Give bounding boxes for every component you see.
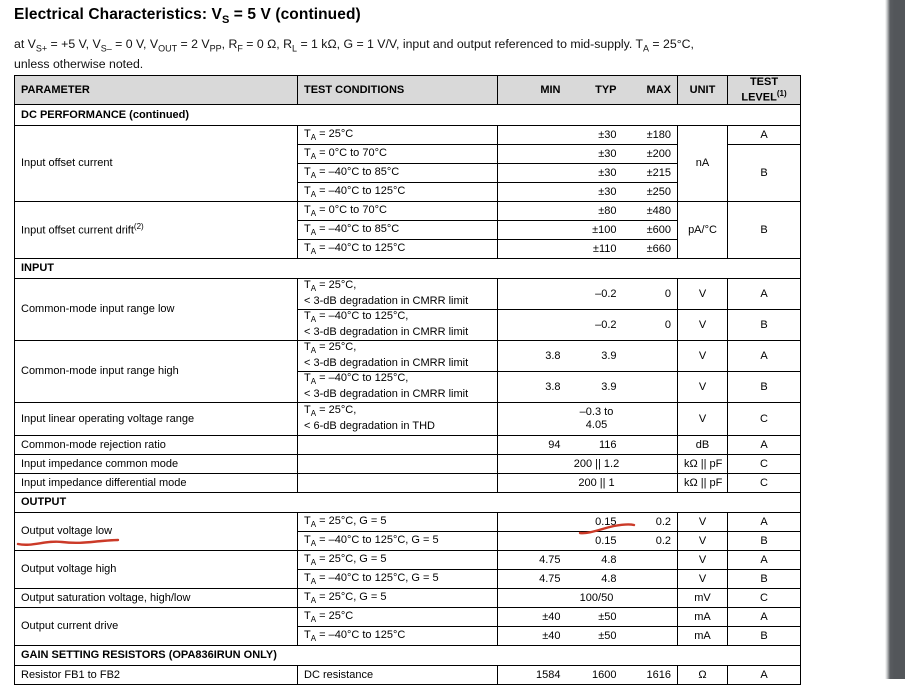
level-cell: B [728, 309, 801, 340]
cell-line: < 3-dB degradation in CMRR limit [304, 388, 469, 401]
cond-cell [298, 435, 498, 454]
max-cell [623, 435, 678, 454]
cond-cell: $T_A = 25^\circ C$, G = 5 [298, 588, 498, 607]
max-cell: ±200 [623, 144, 678, 163]
cell-line: < 3-dB degradation in CMRR limit [304, 326, 469, 339]
section-row [15, 104, 801, 125]
table-row [15, 588, 801, 607]
section-row [15, 258, 801, 278]
max-cell [623, 569, 678, 588]
cond-cell [298, 402, 498, 435]
cond-cell [298, 371, 498, 402]
unit-cell: kΩ || pF [678, 454, 728, 473]
level-cell: B [728, 371, 801, 402]
min-cell [498, 402, 567, 435]
max-cell [623, 607, 678, 626]
min-cell [498, 531, 567, 550]
level-cell: A [728, 435, 801, 454]
cond-cell: $T_A = 0^\circ C$ to 70°C [298, 144, 498, 163]
max-cell: 0.2 [623, 512, 678, 531]
column-header-level: TEST LEVEL$^{(1)}$ [728, 76, 801, 105]
param-cell: Input impedance common mode [15, 454, 298, 473]
min-cell [498, 454, 567, 473]
table-row [15, 435, 801, 454]
unit-cell: V [678, 512, 728, 531]
column-header-unit: UNIT [678, 76, 728, 105]
param-cell: Common-mode input range low [15, 278, 298, 340]
max-cell: 0 [623, 278, 678, 309]
unit-cell: pA/°C [678, 201, 728, 258]
param-cell: Input offset current [15, 125, 298, 201]
conditions-line: at $V_{S+} = +5$ V, $V_{S-} = 0$ V, $V_{OUT} = 2$ $V_{PP}$, $R_F = 0$ Ω, $R_L = 1$ kΩ, G = 1 V/V, input and output referenced to mid-supply. $T_A = 25^\circ C$, [14, 37, 694, 54]
cond-cell [298, 340, 498, 371]
cond-cell: $T_A = -40^\circ C$ to 85°C [298, 163, 498, 182]
typ-cell: ±30 [567, 163, 623, 182]
max-cell: ±180 [623, 125, 678, 144]
level-cell: B [728, 201, 801, 258]
typ-cell: 200 || 1 [567, 473, 623, 492]
typ-cell: ±50 [567, 626, 623, 645]
max-cell [623, 473, 678, 492]
table-row [15, 512, 801, 531]
level-cell: A [728, 278, 801, 309]
typ-cell: ±110 [567, 239, 623, 258]
unit-cell: dB [678, 435, 728, 454]
level-cell: C [728, 402, 801, 435]
param-cell: Output current drive [15, 607, 298, 645]
page-title: Electrical Characteristics: $V_S = 5$ V (continued) [14, 6, 361, 27]
param-cell: Common-mode input range high [15, 340, 298, 402]
cond-cell: $T_A = -40^\circ C$ to 125°C [298, 182, 498, 201]
unit-cell: V [678, 531, 728, 550]
cell-line: < 3-dB degradation in CMRR limit [304, 357, 469, 370]
max-cell [623, 550, 678, 569]
viewer-edge-strip [885, 0, 905, 679]
max-cell: ±660 [623, 239, 678, 258]
min-cell [498, 144, 567, 163]
max-cell: ±600 [623, 220, 678, 239]
level-cell: B [728, 531, 801, 550]
min-cell: ±40 [498, 607, 567, 626]
min-cell [498, 125, 567, 144]
cell-line: $T_A = 25^\circ C$, [304, 279, 357, 294]
typ-cell: 116 [567, 435, 623, 454]
column-header-cond: TEST CONDITIONS [298, 76, 498, 105]
level-cell: C [728, 454, 801, 473]
min-cell: 4.75 [498, 550, 567, 569]
unit-cell: V [678, 340, 728, 371]
column-header-typ: TYP [567, 76, 623, 105]
level-cell: B [728, 626, 801, 645]
min-cell [498, 220, 567, 239]
table-row [15, 473, 801, 492]
param-cell: Output voltage high [15, 550, 298, 588]
level-cell: B [728, 144, 801, 201]
table-body [15, 104, 801, 684]
min-cell: 94 [498, 435, 567, 454]
cond-cell: $T_A = 0^\circ C$ to 70°C [298, 201, 498, 220]
cond-cell [298, 278, 498, 309]
typ-cell: –0.2 [567, 309, 623, 340]
table-row [15, 125, 801, 144]
max-cell: ±215 [623, 163, 678, 182]
level-cell: B [728, 569, 801, 588]
cond-cell: $T_A = 25^\circ C$, G = 5 [298, 550, 498, 569]
cell-line: < 3-dB degradation in CMRR limit [304, 295, 469, 308]
header-row [15, 76, 801, 105]
cond-cell [298, 454, 498, 473]
cell-line: $T_A = -40^\circ C$ to 125°C, [304, 372, 409, 387]
typ-cell: 3.9 [567, 371, 623, 402]
min-cell [498, 239, 567, 258]
param-cell: Input impedance differential mode [15, 473, 298, 492]
max-cell [623, 402, 678, 435]
max-cell: 1616 [623, 665, 678, 684]
cond-cell: $T_A = 25^\circ C$ [298, 125, 498, 144]
unit-cell: mV [678, 588, 728, 607]
table-row [15, 402, 801, 435]
cell-line: $T_A = -40^\circ C$ to 125°C, [304, 310, 409, 325]
typ-cell: ±30 [567, 125, 623, 144]
max-cell [623, 371, 678, 402]
min-cell: 4.75 [498, 569, 567, 588]
min-cell [498, 512, 567, 531]
table-row [15, 454, 801, 473]
table-row [15, 665, 801, 684]
cond-cell: $T_A = -40^\circ C$ to 125°C [298, 626, 498, 645]
column-header-max: MAX [623, 76, 678, 105]
unit-cell: Ω [678, 665, 728, 684]
max-cell [623, 340, 678, 371]
unit-cell: V [678, 371, 728, 402]
level-cell: C [728, 588, 801, 607]
cond-cell: $T_A = -40^\circ C$ to 85°C [298, 220, 498, 239]
min-cell [498, 163, 567, 182]
section-row [15, 645, 801, 665]
table-row [15, 278, 801, 309]
typ-cell: ±30 [567, 144, 623, 163]
section-label: DC PERFORMANCE (continued) [15, 104, 801, 125]
typ-cell: 3.9 [567, 340, 623, 371]
typ-cell: 200 || 1.2 [567, 454, 623, 473]
level-cell: A [728, 125, 801, 144]
level-cell: A [728, 340, 801, 371]
typ-cell [567, 402, 623, 435]
cond-cell [298, 309, 498, 340]
unit-cell: V [678, 569, 728, 588]
param-cell: Common-mode rejection ratio [15, 435, 298, 454]
column-header-min: MIN [498, 76, 567, 105]
section-label: INPUT [15, 258, 801, 278]
max-cell [623, 626, 678, 645]
cell-line: $T_A = 25^\circ C$, [304, 404, 357, 419]
typ-cell: –0.2 [567, 278, 623, 309]
param-cell: Input offset current drift$^{(2)}$ [15, 201, 298, 258]
min-cell [498, 473, 567, 492]
cond-cell: $T_A = -40^\circ C$ to 125°C, G = 5 [298, 569, 498, 588]
cell-line: $T_A = 25^\circ C$, [304, 341, 357, 356]
level-cell: A [728, 665, 801, 684]
column-header-param: PARAMETER [15, 76, 298, 105]
typ-cell: 1600 [567, 665, 623, 684]
table-row [15, 550, 801, 569]
cell-line: –0.3 to [579, 405, 614, 418]
unit-cell: V [678, 550, 728, 569]
unit-cell: nA [678, 125, 728, 201]
min-cell: ±40 [498, 626, 567, 645]
cond-cell: $T_A = 25^\circ C$, G = 5 [298, 512, 498, 531]
unit-cell: V [678, 278, 728, 309]
param-cell: Resistor FB1 to FB2 [15, 665, 298, 684]
level-cell: A [728, 550, 801, 569]
max-cell [623, 588, 678, 607]
unit-cell: kΩ || pF [678, 473, 728, 492]
cell-line: 4.05 [585, 418, 608, 431]
max-cell: 0.2 [623, 531, 678, 550]
min-cell [498, 588, 567, 607]
cond-cell [298, 473, 498, 492]
typ-cell: ±80 [567, 201, 623, 220]
cell-line: < 6-dB degradation in THD [304, 420, 435, 433]
cond-cell: $T_A = -40^\circ C$ to 125°C [298, 239, 498, 258]
min-cell: 3.8 [498, 340, 567, 371]
conditions-line: unless otherwise noted. [14, 56, 144, 71]
section-label: GAIN SETTING RESISTORS (OPA836IRUN ONLY) [15, 645, 801, 665]
cond-cell: DC resistance [298, 665, 498, 684]
min-cell: 1584 [498, 665, 567, 684]
param-cell: Input linear operating voltage range [15, 402, 298, 435]
unit-cell: V [678, 402, 728, 435]
typ-cell: 4.8 [567, 550, 623, 569]
typ-cell: ±100 [567, 220, 623, 239]
max-cell: 0 [623, 309, 678, 340]
min-cell [498, 278, 567, 309]
typ-cell: ±50 [567, 607, 623, 626]
max-cell: ±480 [623, 201, 678, 220]
level-cell: A [728, 512, 801, 531]
param-cell: Output voltage low [15, 512, 298, 550]
cond-cell: $T_A = -40^\circ C$ to 125°C, G = 5 [298, 531, 498, 550]
max-cell: ±250 [623, 182, 678, 201]
unit-cell: V [678, 309, 728, 340]
level-cell: A [728, 607, 801, 626]
min-cell [498, 201, 567, 220]
param-cell: Output saturation voltage, high/low [15, 588, 298, 607]
typ-cell: 4.8 [567, 569, 623, 588]
typ-cell: 0.15 [567, 531, 623, 550]
table-row [15, 607, 801, 626]
conditions-text [14, 37, 882, 72]
unit-cell: mA [678, 626, 728, 645]
min-cell: 3.8 [498, 371, 567, 402]
cond-cell: $T_A = 25^\circ C$ [298, 607, 498, 626]
min-cell [498, 309, 567, 340]
max-cell [623, 454, 678, 473]
min-cell [498, 182, 567, 201]
section-row [15, 492, 801, 512]
typ-cell: 0.15 [567, 512, 623, 531]
level-cell: C [728, 473, 801, 492]
spec-table [14, 75, 801, 685]
typ-cell: 100/50 [567, 588, 623, 607]
table-head [15, 76, 801, 105]
table-row [15, 340, 801, 371]
unit-cell: mA [678, 607, 728, 626]
section-label: OUTPUT [15, 492, 801, 512]
table-row [15, 201, 801, 220]
typ-cell: ±30 [567, 182, 623, 201]
